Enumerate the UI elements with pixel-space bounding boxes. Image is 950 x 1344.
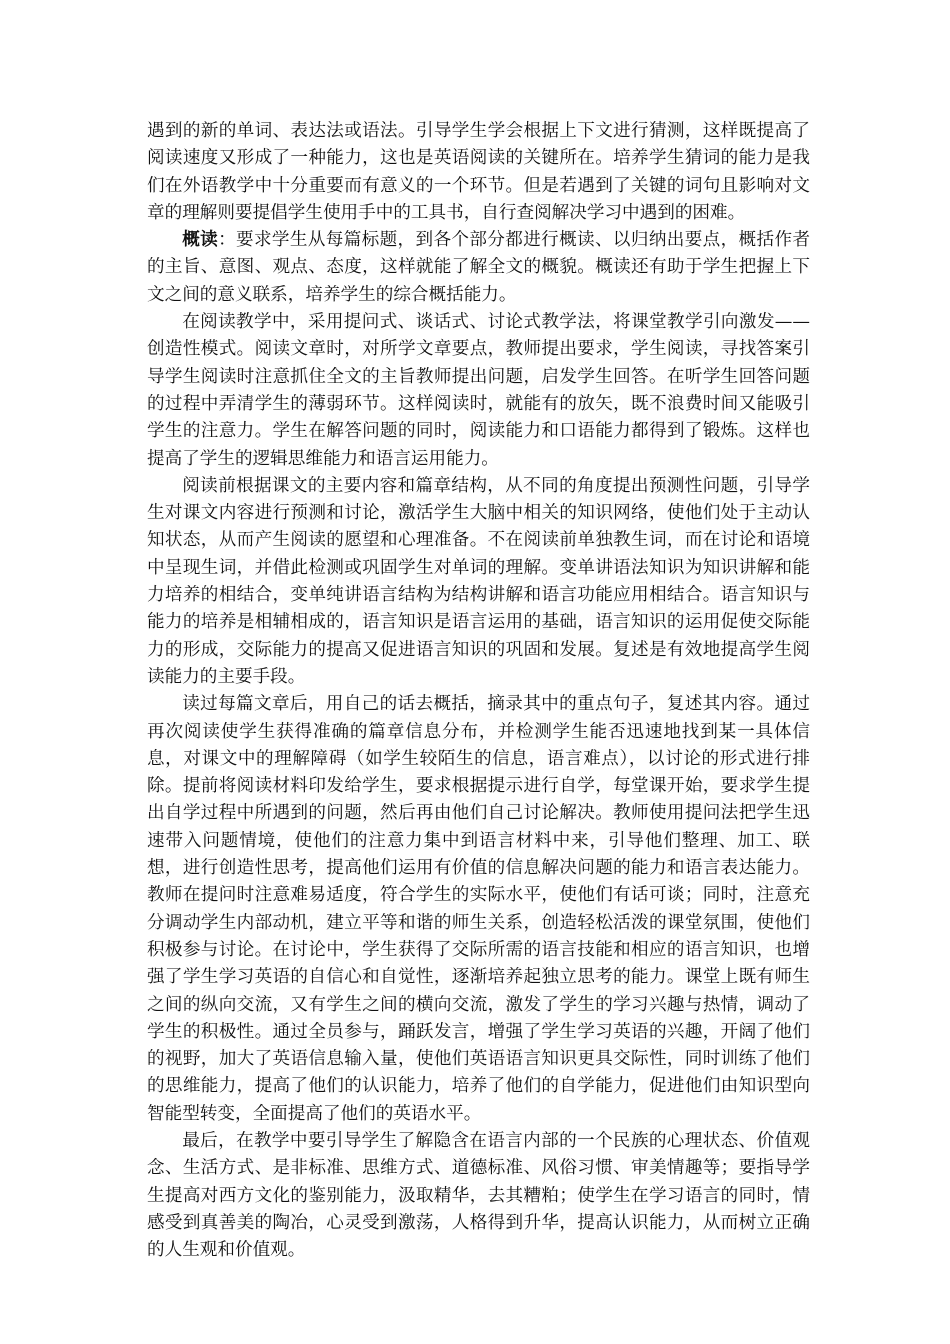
paragraph-text: 遇到的新的单词、表达法或语法。引导学生学会根据上下文进行猜测，这样既提高了阅读速度又形成了一种能力，这也是英语阅读的关键所在。培养学生猜词的能力是我们在外语教学中十分重要而有意义的一个环节。但是若遇到了关键的词句且影响对文章的理解则要提倡学生使用手中的工具书，自行查阅解决学习中遇到的困难。	[147, 121, 810, 223]
paragraph-overview-reading	[147, 227, 810, 309]
paragraph-pre-reading	[147, 473, 810, 691]
paragraph-text: 最后，在教学中要引导学生了解隐含在语言内部的一个民族的心理状态、价值观念、生活方式、是非标准、思维方式、道德标准、风俗习惯、审美情趣等；要指导学生提高对西方文化的鉴别能力，汲取精华，去其糟粕；使学生在学习语言的同时，情感受到真善美的陶冶，心灵受到激荡，人格得到升华，提高认识能力，从而树立正确的人生观和价值观。	[147, 1130, 810, 1261]
paragraph-culture	[147, 1128, 810, 1264]
paragraph-questioning-method	[147, 309, 810, 473]
paragraph-lead-term: 概读	[182, 230, 219, 251]
paragraph-text: 阅读前根据课文的主要内容和篇章结构，从不同的角度提出预测性问题，引导学生对课文内容进行预测和讨论，激活学生大脑中相关的知识网络，使他们处于主动认知状态，从而产生阅读的愿望和心理准备。不在阅读前单独教生词，而在讨论和语境中呈现生词，并借此检测或巩固学生对单词的理解。变单讲语法知识为知识讲解和能力培养的相结合，变单纯讲语言结构为结构讲解和语言功能应用相结合。语言知识与能力的培养是相辅相成的，语言知识是语言运用的基础，语言知识的运用促使交际能力的形成，交际能力的提高又促进语言知识的巩固和发展。复述是有效地提高学生阅读能力的主要手段。	[147, 475, 810, 687]
paragraph-text: 读过每篇文章后，用自己的话去概括，摘录其中的重点句子，复述其内容。通过再次阅读使学生获得准确的篇章信息分布，并检测学生能否迅速地找到某一具体信息，对课文中的理解障碍（如学生较陌生的信息，语言难点），以讨论的形式进行排除。提前将阅读材料印发给学生，要求根据提示进行自学，每堂课开始，要求学生提出自学过程中所遇到的问题，然后再由他们自己讨论解决。教师使用提问法把学生迅速带入问题情境，使他们的注意力集中到语言材料中来，引导他们整理、加工、联想，进行创造性思考，提高他们运用有价值的信息解决问题的能力和语言表达能力。教师在提问时注意难易适度，符合学生的实际水平，使他们有话可谈；同时，注意充分调动学生内部动机，建立平等和谐的师生关系，创造轻松活泼的课堂氛围，使他们积极参与讨论。在讨论中，学生获得了交际所需的语言技能和相应的语言知识，也增强了学生学习英语的自信心和自觉性，逐渐培养起独立思考的能力。课堂上既有师生之间的纵向交流，又有学生之间的横向交流，激发了学生的学习兴趣与热情，调动了学生的积极性。通过全员参与，踊跃发言，增强了学生学习英语的兴趣，开阔了他们的视野，加大了英语信息输入量，使他们英语语言知识更具交际性，同时训练了他们的思维能力，提高了他们的认识能力，培养了他们的自学能力，促进他们由知识型向智能型转变，全面提高了他们的英语水平。	[147, 694, 810, 1124]
paragraph-text: 在阅读教学中，采用提问式、谈话式、讨论式教学法，将课堂教学引向激发——创造性模式。阅读文章时，对所学文章要点，教师提出要求，学生阅读，寻找答案引导学生阅读时注意抓住全文的主旨教师提出问题，启发学生回答。在听学生回答问题的过程中弄清学生的薄弱环节。这样阅读时，就能有的放矢，既不浪费时间又能吸引学生的注意力。学生在解答问题的同时，阅读能力和口语能力都得到了锻炼。这样也提高了学生的逻辑思维能力和语言运用能力。	[147, 312, 810, 469]
paragraph-guess-words	[147, 118, 810, 227]
paragraph-text: ：要求学生从每篇标题，到各个部分都进行概读、以归纳出要点，概括作者的主旨、意图、观点、态度，这样就能了解全文的概貌。概读还有助于学生把握上下文之间的意义联系，培养学生的综合概括能力。	[147, 230, 810, 305]
paragraph-post-reading	[147, 691, 810, 1128]
document-body	[147, 118, 810, 1264]
